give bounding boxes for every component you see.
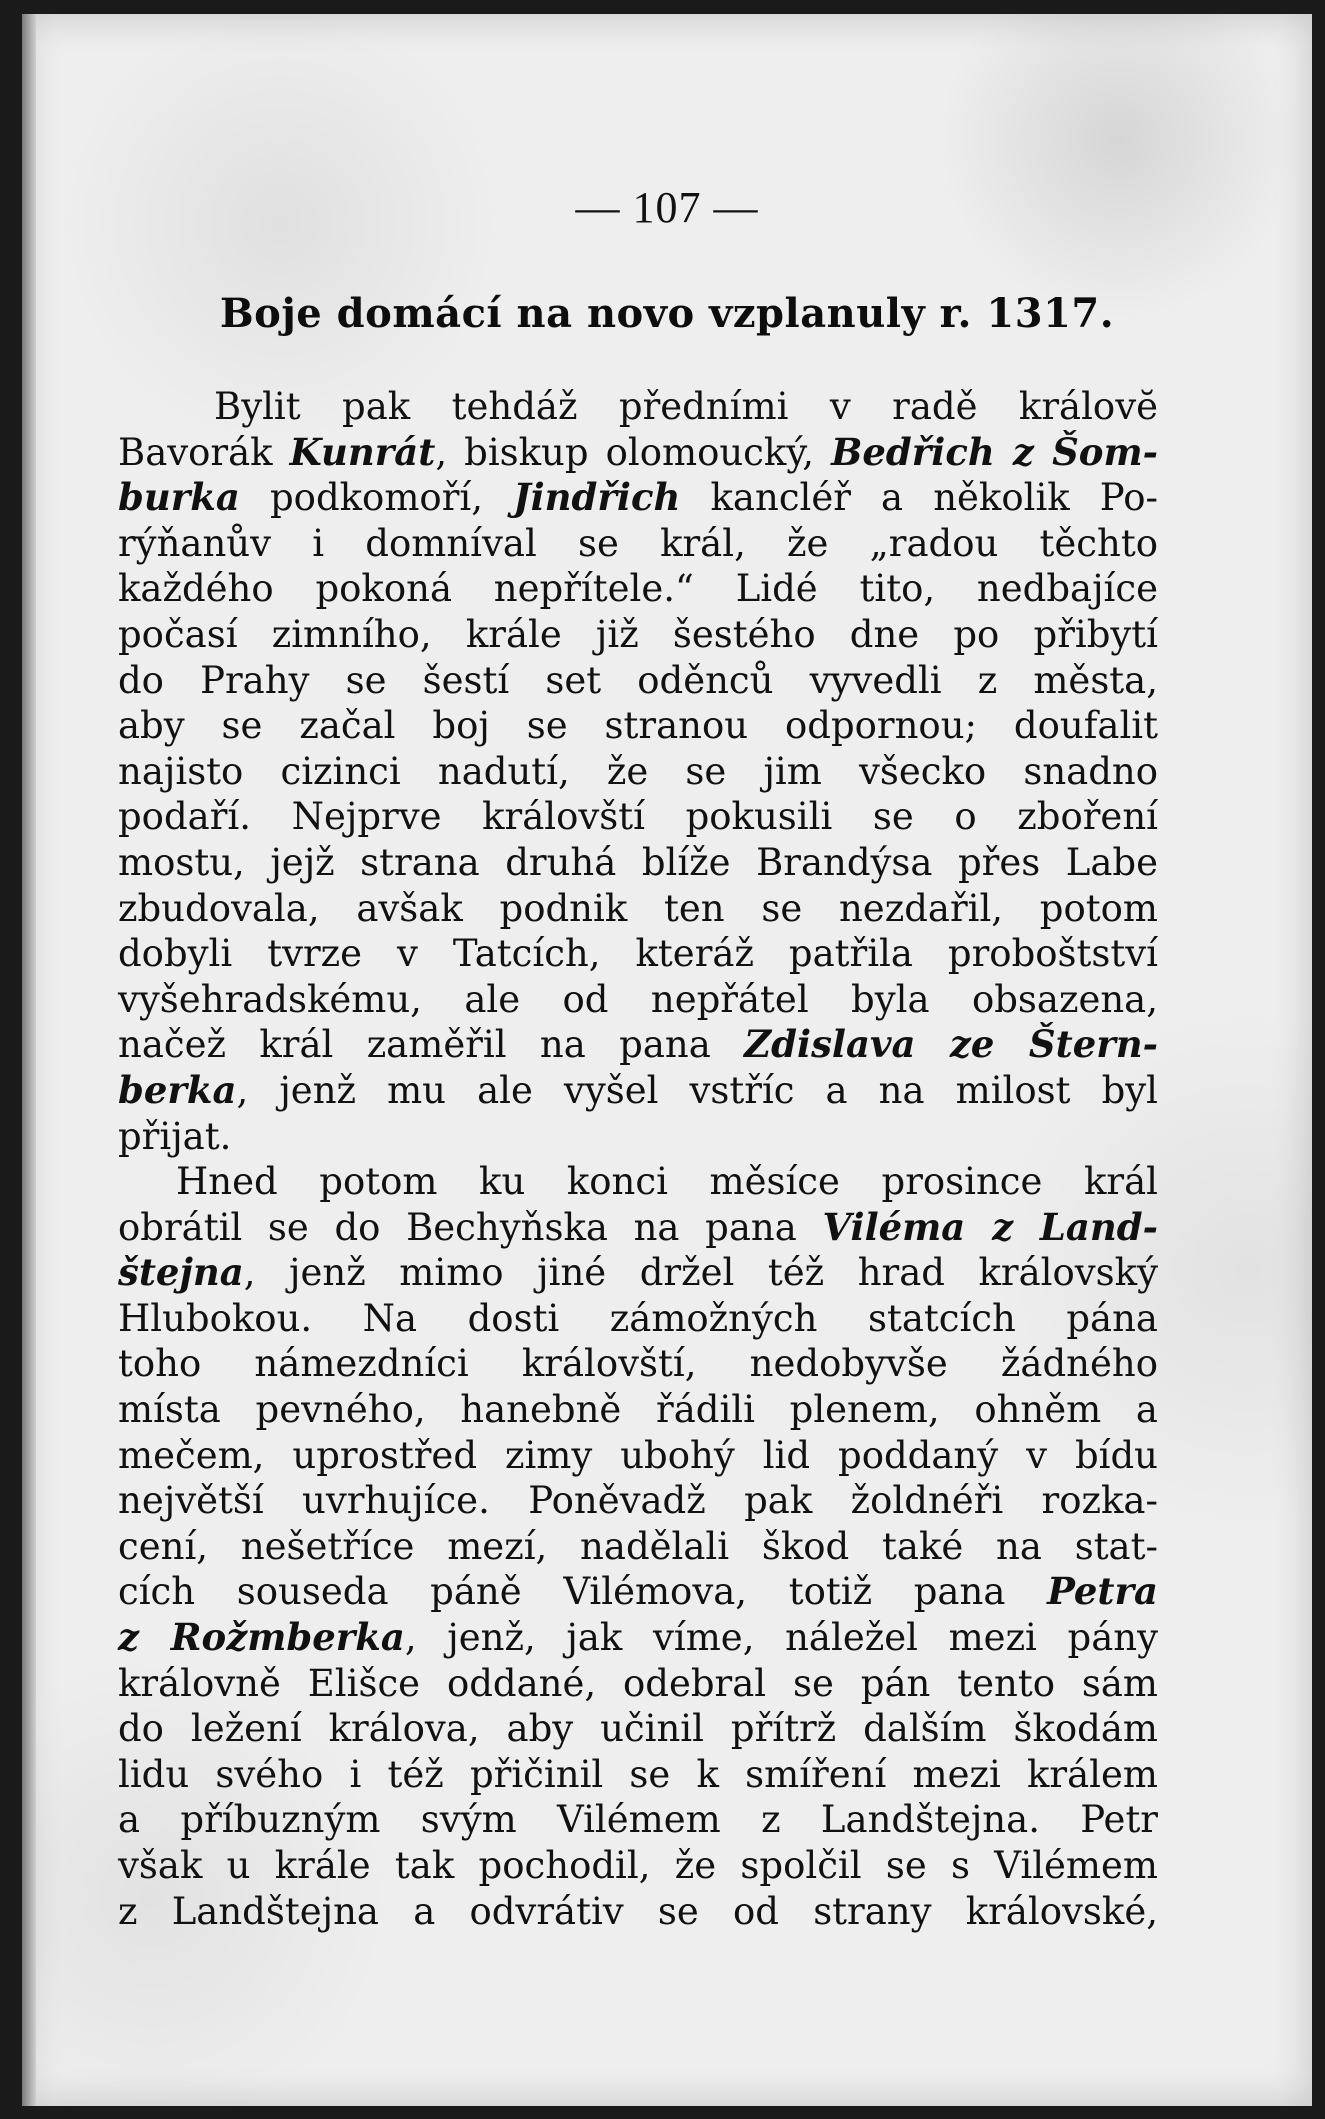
text-line: největší uvrhujíce. Poněvadž pak žoldnéři rozka- [118,1479,1158,1523]
person-name: Kunrát [289,429,436,474]
text-line: zbudovala, avšak podnik ten se nezdařil, potom [118,886,1158,930]
person-name: Bedřich z Šom- [831,429,1158,474]
text-line: z Landštejna a odvrátiv se od strany královské, [118,1889,1158,1933]
person-name: z Rožmberka [118,1615,405,1660]
text-line: však u krále tak pochodil, že spolčil se s Vilémem [118,1844,1158,1887]
person-name: berka [118,1067,237,1112]
text-line: toho námezdníci královští, nedobyvše žádného [118,1342,1158,1386]
text-line: vyšehradskému, ale od nepřátel byla obsazena, [118,977,1158,1021]
person-name: Jindřich [513,475,681,520]
text-line: Hlubokou. Na dosti zámožných statcích pána [118,1296,1158,1340]
text-line: najisto cizinci nadutí, že se jim všecko snadno [118,749,1158,793]
text-line: do ležení králova, aby učinil přítrž dalším škodám [118,1707,1158,1751]
text-line: mečem, uprostřed zimy ubohý lid poddaný v bídu [118,1433,1158,1477]
text-line: berka, jenž mu ale vyšel vstříc a na milost byl [118,1067,1158,1112]
text-line: burka podkomoří, Jindřich kancléř a několik Po- [118,475,1158,520]
text-line: načež král zaměřil na pana Zdislava ze Štern- [118,1022,1159,1067]
text-line: obrátil se do Bechyňska na pana Viléma z Land- [118,1204,1158,1249]
text-line: místa pevného, hanebně řádili plenem, ohněm a [118,1388,1158,1432]
person-name: Viléma z Land- [822,1204,1158,1249]
text-line: rýňanův i domníval se král, že „radou těchto [118,521,1158,565]
text-line: Hned potom ku konci měsíce prosince král [176,1160,1158,1204]
text-line: lidu svého i též přičinil se k smíření mezi králem [118,1752,1158,1796]
text-line: počasí zimního, krále již šestého dne po přibytí [118,612,1158,656]
text-line: z Rožmberka, jenž, jak víme, náležel mezi pány [118,1615,1159,1660]
section-heading: Boje domácí na novo vzplanuly r. 1317. [219,290,1115,337]
text-line: podaří. Nejprve královští pokusili se o zboření [118,795,1158,839]
text-line: Bavorák Kunrát, biskup olomoucký, Bedřich z Šom- [118,429,1158,474]
text-line: cení, nešetříce mezí, nadělali škod také na stat- [118,1524,1158,1568]
text-line: dobyli tvrze v Tatcích, kteráž patřila proboštství [118,932,1158,976]
person-name: Petra [1047,1569,1158,1614]
person-name: burka [118,475,240,520]
text-line: královně Elišce oddané, odebral se pán tento sám [118,1661,1158,1705]
person-name: Zdislava ze Štern- [744,1022,1159,1067]
text-line: Bylit pak tehdáž předními v radě královĕ [214,385,1158,428]
text-line: cích souseda páně Vilémova, totiž pana Petra [118,1569,1158,1614]
text-line: přijat. [118,1114,232,1158]
page-number: — 107 — [575,183,759,232]
text-line: mostu, jejž strana druhá blíže Brandýsa přes Labe [118,840,1158,884]
body-text [118,384,1158,1934]
text-line: aby se začal boj se stranou odpornou; doufalit [118,704,1158,748]
text-line: a příbuzným svým Vilémem z Landštejna. Petr [118,1798,1158,1842]
text-line: štejna, jenž mimo jiné držel též hrad královský [118,1250,1158,1295]
book-page [22,14,1312,2106]
text-line: každého pokoná nepřítele.“ Lidé tito, nedbajíce [118,567,1158,611]
person-name: štejna [118,1250,244,1295]
text-line: do Prahy se šestí set oděnců vyvedli z města, [118,658,1158,702]
